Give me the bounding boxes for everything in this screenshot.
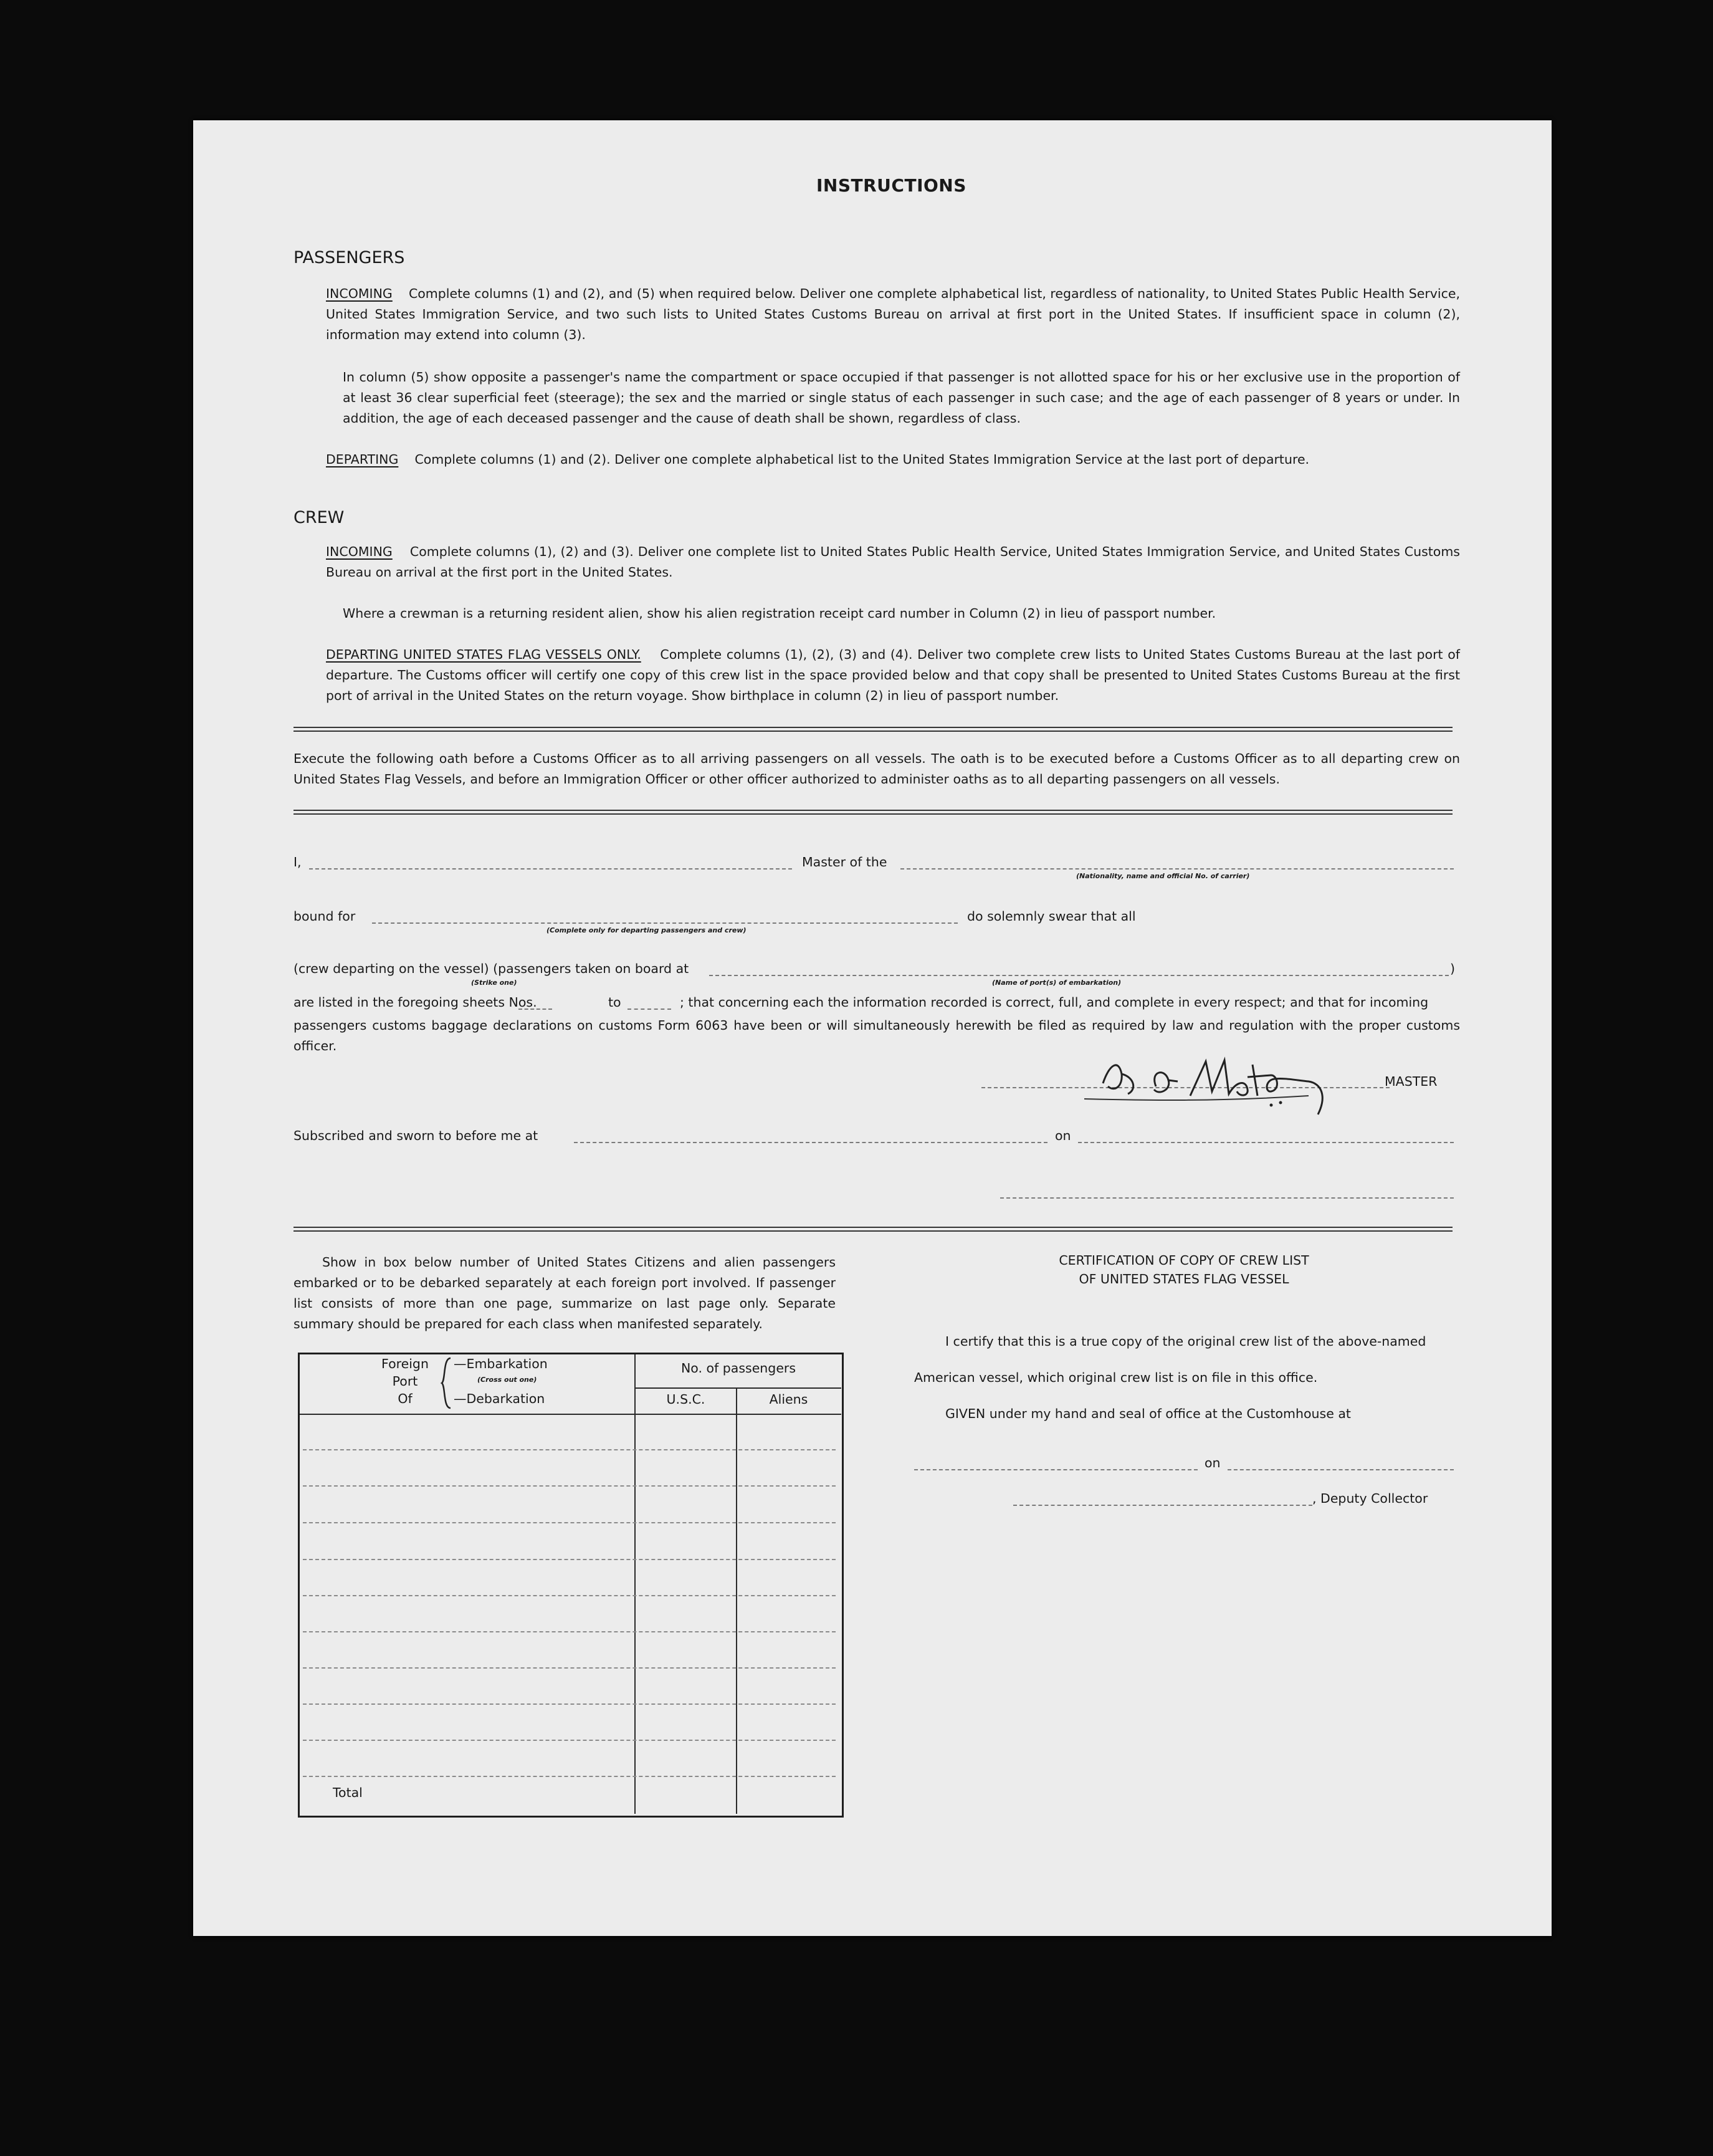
passengers-departing-label: DEPARTING	[326, 452, 399, 467]
passengers-column5-paragraph: In column (5) show opposite a passenger's name the compartment or space occupied if that passenger is not allotted space for his or her exclusive use in the proportion of at least 36 clear superficial feet (steerage); the sex and the married or single status of each passenger in such case; and the age of each passenger of 8 years or under. In addition, the age of each deceased passenger and the cause of death shall be shown, regardless of class.	[343, 370, 1460, 426]
cross-out-note: (Cross out one)	[477, 1376, 537, 1384]
customhouse-field[interactable]	[914, 1469, 1198, 1470]
crew-departing-label: DEPARTING UNITED STATES FLAG VESSELS ONLY.	[326, 647, 641, 662]
crew-departing-text: Complete columns (1), (2), (3) and (4). Deliver two complete crew lists to United States Customs Bureau at the last port of departure. The Customs officer will certify one copy of this crew list in the space provided below and that copy shall be presented to United States Customs Bureau at the first port of arrival in the United States on the return voyage. Show birthplace in column (2) in lieu of passport number.	[326, 647, 1460, 703]
crew-departing-paragraph	[326, 644, 1460, 706]
cert-on-label: on	[1205, 1455, 1221, 1470]
close-paren: )	[1450, 961, 1455, 976]
deputy-collector-label: , Deputy Collector	[1312, 1491, 1428, 1506]
table-row[interactable]	[303, 1703, 836, 1705]
table-header-line	[300, 1414, 841, 1415]
subscribed-label: Subscribed and sworn to before me at	[293, 1128, 538, 1143]
bound-for-field[interactable]	[372, 922, 958, 924]
brace-icon	[439, 1356, 454, 1411]
passengers-heading: PASSENGERS	[293, 248, 405, 267]
debarkation-label: —Debarkation	[454, 1391, 545, 1406]
table-col-divider	[736, 1387, 737, 1814]
nationality-note: (Nationality, name and official No. of carrier)	[1076, 872, 1250, 880]
oath-intro: Execute the following oath before a Customs Officer as to all arriving passengers on all vessels. The oath is to be executed before a Customs Officer as to all departing crew on United States Flag Vessels, and before an Immigration Officer or other officer authorized to administer oaths as to all departing passengers on all vessels.	[293, 751, 1460, 787]
certify-line1: I certify that this is a true copy of the original crew list of the above-named	[945, 1334, 1426, 1349]
listed-b-text: ; that concerning each the information recorded is correct, full, and complete in every respect; and that for incoming	[680, 995, 1429, 1010]
table-row[interactable]	[303, 1631, 836, 1632]
crew-incoming-paragraph	[326, 542, 1460, 583]
crew-resident-paragraph: Where a crewman is a returning resident alien, show his alien registration receipt card number in Column (2) in lieu of passport number.	[343, 606, 1216, 621]
embarkation-ports-field[interactable]	[709, 975, 1449, 976]
of-label: Of	[398, 1391, 413, 1406]
crew-heading: CREW	[293, 508, 345, 527]
master-label: MASTER	[1385, 1074, 1438, 1089]
table-row[interactable]	[303, 1595, 836, 1596]
cert-date-field[interactable]	[1228, 1469, 1454, 1470]
port-label: Port	[392, 1374, 418, 1389]
table-row[interactable]	[303, 1449, 836, 1450]
carrier-field[interactable]	[900, 868, 1454, 870]
form-page	[193, 120, 1552, 1936]
listed-label: are listed in the foregoing sheets Nos.	[293, 995, 537, 1010]
given-label: GIVEN under my hand and seal of office at the Customhouse at	[945, 1406, 1351, 1421]
summary-instructions: Show in box below number of United States Citizens and alien passengers embarked or to be debarked separately at each foreign port involved. If passenger list consists of more than one page, summarize on last page only. Separate summary should be prepared for each class when manifested separately.	[293, 1255, 836, 1331]
sworn-date-field[interactable]	[1078, 1142, 1454, 1143]
listed-to-label: to	[608, 995, 621, 1010]
crew-departing-label: (crew departing on the vessel) (passengers taken on board at	[293, 961, 689, 976]
section-divider	[293, 810, 1453, 815]
passengers-incoming-text: Complete columns (1) and (2), and (5) when required below. Deliver one complete alphabetical list, regardless of nationality, to United States Public Health Service, United States Immigration Service, and two such lists to United States Customs Bureau on arrival at first port in the United States. If insufficient space in column (2), information may extend into column (3).	[326, 286, 1460, 342]
certification-title-line2: OF UNITED STATES FLAG VESSEL	[1079, 1272, 1289, 1286]
passengers-incoming-label: INCOMING	[326, 286, 393, 301]
table-row[interactable]	[303, 1485, 836, 1487]
page-title: INSTRUCTIONS	[816, 175, 966, 196]
sheet-to-field[interactable]	[627, 1009, 671, 1010]
master-name-field[interactable]	[309, 868, 792, 870]
sworn-at-field[interactable]	[574, 1142, 1047, 1143]
embarkation-label: —Embarkation	[454, 1356, 548, 1371]
table-row[interactable]	[303, 1740, 836, 1741]
foreign-label: Foreign	[381, 1356, 429, 1371]
bound-for-label: bound for	[293, 909, 356, 924]
complete-only-note: (Complete only for departing passengers and crew)	[546, 926, 747, 934]
table-row[interactable]	[303, 1776, 836, 1777]
strike-one-note: (Strike one)	[471, 979, 517, 987]
oath-i-label: I,	[293, 855, 302, 870]
table-row[interactable]	[303, 1667, 836, 1669]
crew-incoming-text: Complete columns (1), (2) and (3). Deliver one complete list to United States Public Health Service, United States Immigration Service, and United States Customs Bureau on arrival at the first port in the United States.	[326, 544, 1460, 580]
listed-rest-text: passengers customs baggage declarations on customs Form 6063 have been or will simultaneously herewith be filed as required by law and regulation with the proper customs officer.	[293, 1018, 1460, 1053]
certify-line2: American vessel, which original crew list is on file in this office.	[914, 1370, 1318, 1385]
crew-incoming-label: INCOMING	[326, 544, 393, 559]
no-of-passengers-header: No. of passengers	[680, 1361, 796, 1376]
name-of-ports-note: (Name of port(s) of embarkation)	[992, 979, 1122, 987]
table-col-divider	[634, 1354, 636, 1814]
table-subheader-line	[636, 1387, 841, 1389]
officer-signature-field[interactable]	[1000, 1197, 1454, 1199]
passengers-departing-paragraph	[326, 449, 1460, 470]
passengers-incoming-paragraph	[326, 284, 1460, 345]
table-row[interactable]	[303, 1522, 836, 1523]
aliens-header: Aliens	[769, 1392, 808, 1407]
table-row[interactable]	[303, 1559, 836, 1560]
section-divider	[293, 727, 1453, 732]
section-divider	[293, 1227, 1453, 1232]
sworn-on-label: on	[1055, 1128, 1071, 1143]
master-of-the-label: Master of the	[802, 855, 887, 870]
sheet-from-field[interactable]	[518, 1009, 552, 1010]
swear-label: do solemnly swear that all	[967, 909, 1136, 924]
certification-title-line1: CERTIFICATION OF COPY OF CREW LIST	[1059, 1253, 1309, 1268]
usc-header: U.S.C.	[666, 1392, 705, 1407]
passenger-summary-table	[298, 1353, 844, 1818]
total-label: Total	[333, 1785, 363, 1800]
passengers-departing-text: Complete columns (1) and (2). Deliver one complete alphabetical list to the United States Immigration Service at the last port of departure.	[414, 452, 1310, 467]
deputy-signature-field[interactable]	[1013, 1505, 1312, 1506]
master-signature	[1084, 1043, 1365, 1118]
